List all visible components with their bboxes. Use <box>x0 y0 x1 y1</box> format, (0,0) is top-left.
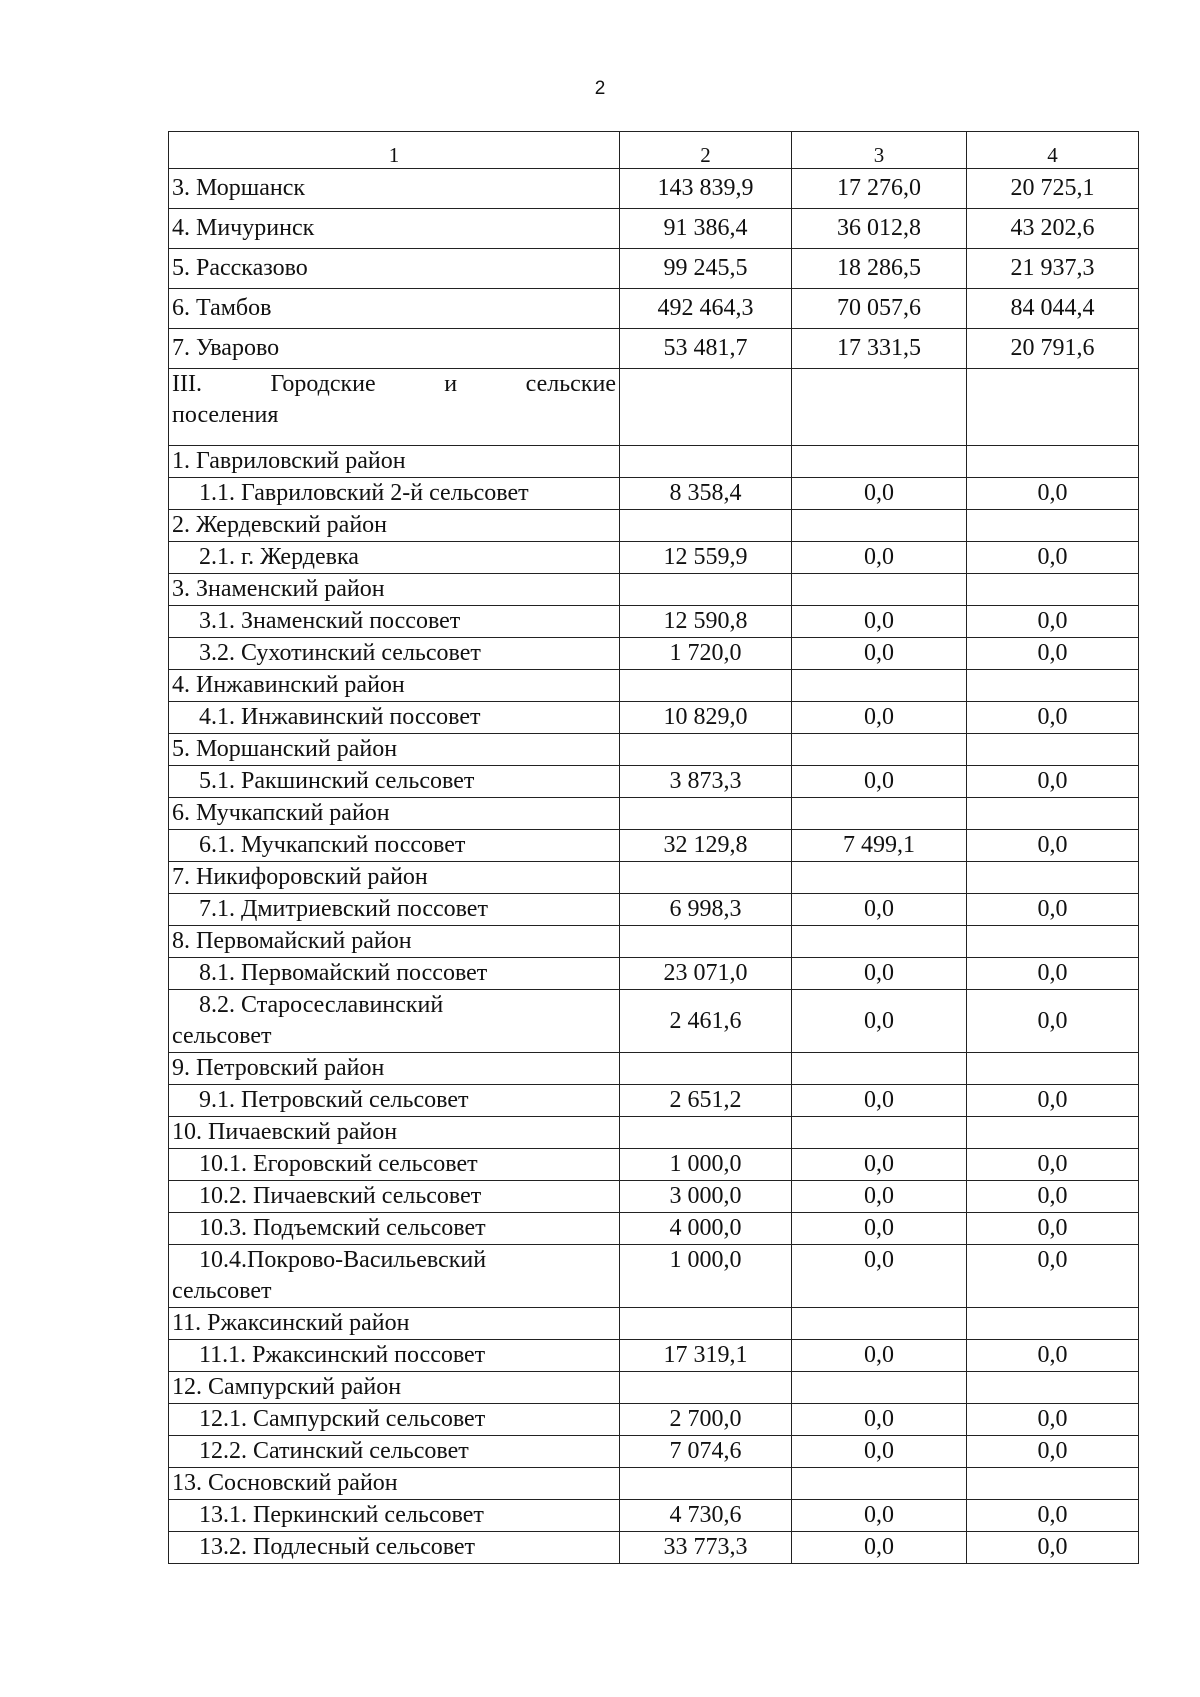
row-value-col2: 2 651,2 <box>620 1085 792 1117</box>
table-row <box>169 830 1139 862</box>
table-row <box>169 1117 1139 1149</box>
row-value-col3: 7 499,1 <box>792 830 967 862</box>
row-value-col2: 12 559,9 <box>620 542 792 574</box>
row-value-col2 <box>620 1117 792 1149</box>
row-value-col2: 492 464,3 <box>620 289 792 329</box>
row-value-col3: 0,0 <box>792 542 967 574</box>
row-value-col4: 20 791,6 <box>967 329 1139 369</box>
table-row <box>169 510 1139 542</box>
table-row <box>169 926 1139 958</box>
row-value-col3: 0,0 <box>792 1085 967 1117</box>
row-value-col4: 0,0 <box>967 1436 1139 1468</box>
row-value-col2 <box>620 1468 792 1500</box>
row-value-col3: 0,0 <box>792 702 967 734</box>
table-row <box>169 1149 1139 1181</box>
row-value-col2: 23 071,0 <box>620 958 792 990</box>
row-value-col3: 0,0 <box>792 1181 967 1213</box>
row-name: 5. Рассказово <box>169 249 620 289</box>
row-value-col2 <box>620 926 792 958</box>
settlement-name: 6.1. Мучкапский поссовет <box>169 830 620 862</box>
row-value-col2: 2 700,0 <box>620 1404 792 1436</box>
row-value-col4 <box>967 926 1139 958</box>
table-row <box>169 798 1139 830</box>
row-value-col3: 0,0 <box>792 638 967 670</box>
row-value-col3: 0,0 <box>792 1340 967 1372</box>
row-name-line2: сельсовет <box>172 1023 272 1049</box>
row-value-col4: 0,0 <box>967 1149 1139 1181</box>
row-value-col2: 1 000,0 <box>620 1245 792 1308</box>
row-value-col3: 18 286,5 <box>792 249 967 289</box>
row-value-col2: 10 829,0 <box>620 702 792 734</box>
district-name: 11. Ржаксинский район <box>169 1308 620 1340</box>
row-value-col4: 0,0 <box>967 1213 1139 1245</box>
row-value-col2: 143 839,9 <box>620 169 792 209</box>
settlement-name: 8.1. Первомайский поссовет <box>169 958 620 990</box>
settlement-name: 1.1. Гавриловский 2-й сельсовет <box>169 478 620 510</box>
settlement-name: 2.1. г. Жердевка <box>169 542 620 574</box>
table-row <box>169 1245 1139 1308</box>
table-row <box>169 702 1139 734</box>
row-value-col4: 0,0 <box>967 894 1139 926</box>
table-row <box>169 734 1139 766</box>
row-value-col3 <box>792 734 967 766</box>
row-name <box>169 1245 620 1308</box>
table-row <box>169 289 1139 329</box>
section-heading-row <box>169 369 1139 446</box>
row-value-col4 <box>967 1372 1139 1404</box>
row-value-col4: 0,0 <box>967 702 1139 734</box>
table-row <box>169 574 1139 606</box>
row-name: 7. Уварово <box>169 329 620 369</box>
settlement-name: 5.1. Ракшинский сельсовет <box>169 766 620 798</box>
row-value-col3: 36 012,8 <box>792 209 967 249</box>
district-name: 10. Пичаевский район <box>169 1117 620 1149</box>
district-name: 1. Гавриловский район <box>169 446 620 478</box>
row-name: 4. Мичуринск <box>169 209 620 249</box>
row-value-col2: 2 461,6 <box>620 990 792 1053</box>
row-value-col4: 0,0 <box>967 1245 1139 1308</box>
row-value-col4 <box>967 798 1139 830</box>
row-name-line2: сельсовет <box>172 1278 272 1304</box>
table-row <box>169 1340 1139 1372</box>
table-row <box>169 1181 1139 1213</box>
row-value-col2 <box>620 446 792 478</box>
row-value-col3 <box>792 670 967 702</box>
row-value-col4 <box>967 1308 1139 1340</box>
row-value-col2 <box>620 574 792 606</box>
district-name: 7. Никифоровский район <box>169 862 620 894</box>
row-value-col4: 0,0 <box>967 606 1139 638</box>
settlement-name: 10.3. Подъемский сельсовет <box>169 1213 620 1245</box>
table-row <box>169 1532 1139 1564</box>
settlement-name: 13.2. Подлесный сельсовет <box>169 1532 620 1564</box>
table-row <box>169 1500 1139 1532</box>
row-value-col2: 33 773,3 <box>620 1532 792 1564</box>
settlement-rows <box>169 446 1139 1564</box>
row-value-col2: 1 000,0 <box>620 1149 792 1181</box>
row-value-col2 <box>620 734 792 766</box>
row-value-col4: 0,0 <box>967 1085 1139 1117</box>
empty-cell <box>967 369 1139 446</box>
row-value-col2 <box>620 798 792 830</box>
table-row <box>169 1372 1139 1404</box>
row-value-col2: 1 720,0 <box>620 638 792 670</box>
row-value-col2: 4 730,6 <box>620 1500 792 1532</box>
settlement-name: 13.1. Перкинский сельсовет <box>169 1500 620 1532</box>
row-value-col3: 17 276,0 <box>792 169 967 209</box>
table-row <box>169 169 1139 209</box>
district-name: 6. Мучкапский район <box>169 798 620 830</box>
table-row <box>169 606 1139 638</box>
row-value-col3: 0,0 <box>792 606 967 638</box>
table-row <box>169 862 1139 894</box>
row-value-col3: 0,0 <box>792 766 967 798</box>
row-value-col3 <box>792 1053 967 1085</box>
empty-cell <box>792 369 967 446</box>
row-value-col4: 0,0 <box>967 1181 1139 1213</box>
table-row <box>169 1468 1139 1500</box>
header-col-3: 3 <box>792 132 967 169</box>
row-value-col4: 0,0 <box>967 990 1139 1053</box>
row-value-col2: 3 873,3 <box>620 766 792 798</box>
row-value-col4: 0,0 <box>967 478 1139 510</box>
row-value-col2 <box>620 1308 792 1340</box>
empty-cell <box>620 369 792 446</box>
row-value-col3: 0,0 <box>792 1404 967 1436</box>
row-value-col2: 12 590,8 <box>620 606 792 638</box>
row-value-col2: 53 481,7 <box>620 329 792 369</box>
table-row <box>169 1404 1139 1436</box>
district-name: 8. Первомайский район <box>169 926 620 958</box>
row-value-col3: 0,0 <box>792 1436 967 1468</box>
section-heading-line1: III. Городские и сельские <box>172 371 616 397</box>
table-row <box>169 1053 1139 1085</box>
header-col-1: 1 <box>169 132 620 169</box>
row-value-col2 <box>620 862 792 894</box>
row-value-col3: 0,0 <box>792 1149 967 1181</box>
row-value-col3 <box>792 446 967 478</box>
row-value-col4: 0,0 <box>967 1404 1139 1436</box>
settlement-name: 12.1. Сампурский сельсовет <box>169 1404 620 1436</box>
row-value-col2 <box>620 510 792 542</box>
page-number: 2 <box>594 78 606 99</box>
row-value-col3: 0,0 <box>792 1213 967 1245</box>
table-row <box>169 1085 1139 1117</box>
row-value-col3: 17 331,5 <box>792 329 967 369</box>
row-value-col2: 7 074,6 <box>620 1436 792 1468</box>
table-row <box>169 1436 1139 1468</box>
row-value-col4: 20 725,1 <box>967 169 1139 209</box>
district-name: 13. Сосновский район <box>169 1468 620 1500</box>
table-row <box>169 1213 1139 1245</box>
row-value-col3: 0,0 <box>792 894 967 926</box>
row-value-col4: 0,0 <box>967 766 1139 798</box>
settlement-name: 9.1. Петровский сельсовет <box>169 1085 620 1117</box>
row-value-col4: 21 937,3 <box>967 249 1139 289</box>
table-row <box>169 766 1139 798</box>
row-value-col4 <box>967 734 1139 766</box>
table-header-row <box>169 132 1139 169</box>
settlement-name: 11.1. Ржаксинский поссовет <box>169 1340 620 1372</box>
district-name: 4. Инжавинский район <box>169 670 620 702</box>
district-name: 3. Знаменский район <box>169 574 620 606</box>
row-value-col4 <box>967 670 1139 702</box>
table-row <box>169 1308 1139 1340</box>
table-row <box>169 209 1139 249</box>
district-name: 2. Жердевский район <box>169 510 620 542</box>
settlement-name: 3.1. Знаменский поссовет <box>169 606 620 638</box>
row-value-col4: 84 044,4 <box>967 289 1139 329</box>
row-value-col4 <box>967 1053 1139 1085</box>
row-name <box>169 990 620 1053</box>
row-value-col2: 17 319,1 <box>620 1340 792 1372</box>
row-value-col3: 0,0 <box>792 990 967 1053</box>
row-value-col3 <box>792 1117 967 1149</box>
row-value-col4 <box>967 574 1139 606</box>
row-value-col2 <box>620 1053 792 1085</box>
budget-table <box>168 131 1139 1564</box>
row-value-col2 <box>620 1372 792 1404</box>
row-value-col4: 43 202,6 <box>967 209 1139 249</box>
table-row <box>169 478 1139 510</box>
row-value-col3: 0,0 <box>792 958 967 990</box>
settlement-name: 7.1. Дмитриевский поссовет <box>169 894 620 926</box>
row-name: 3. Моршанск <box>169 169 620 209</box>
table-row <box>169 446 1139 478</box>
row-value-col3: 0,0 <box>792 478 967 510</box>
row-value-col4: 0,0 <box>967 958 1139 990</box>
row-value-col3 <box>792 510 967 542</box>
row-value-col2: 32 129,8 <box>620 830 792 862</box>
section-heading-line2: поселения <box>172 402 279 428</box>
row-value-col3: 70 057,6 <box>792 289 967 329</box>
row-value-col3 <box>792 862 967 894</box>
settlement-name: 10.1. Егоровский сельсовет <box>169 1149 620 1181</box>
row-value-col3 <box>792 798 967 830</box>
row-value-col3 <box>792 574 967 606</box>
row-value-col3: 0,0 <box>792 1245 967 1308</box>
settlement-name: 3.2. Сухотинский сельсовет <box>169 638 620 670</box>
table-row <box>169 638 1139 670</box>
table-row <box>169 670 1139 702</box>
row-value-col4 <box>967 1468 1139 1500</box>
settlement-name: 4.1. Инжавинский поссовет <box>169 702 620 734</box>
settlement-name: 10.2. Пичаевский сельсовет <box>169 1181 620 1213</box>
district-name: 9. Петровский район <box>169 1053 620 1085</box>
row-value-col4: 0,0 <box>967 1532 1139 1564</box>
table-row <box>169 542 1139 574</box>
settlement-name: 12.2. Сатинский сельсовет <box>169 1436 620 1468</box>
row-value-col2: 6 998,3 <box>620 894 792 926</box>
row-value-col4 <box>967 446 1139 478</box>
row-value-col3 <box>792 1468 967 1500</box>
row-value-col2: 8 358,4 <box>620 478 792 510</box>
row-value-col2: 91 386,4 <box>620 209 792 249</box>
table-row <box>169 894 1139 926</box>
row-value-col2: 4 000,0 <box>620 1213 792 1245</box>
row-value-col4 <box>967 510 1139 542</box>
row-value-col3: 0,0 <box>792 1500 967 1532</box>
table-row <box>169 329 1139 369</box>
row-value-col4: 0,0 <box>967 1340 1139 1372</box>
district-name: 5. Моршанский район <box>169 734 620 766</box>
row-value-col4: 0,0 <box>967 542 1139 574</box>
header-col-2: 2 <box>620 132 792 169</box>
row-value-col3 <box>792 1308 967 1340</box>
row-name-line1: 10.4.Покрово-Васильевский <box>199 1247 487 1273</box>
row-name: 6. Тамбов <box>169 289 620 329</box>
row-value-col4: 0,0 <box>967 830 1139 862</box>
row-value-col4: 0,0 <box>967 1500 1139 1532</box>
section-heading <box>169 369 620 446</box>
row-value-col3 <box>792 926 967 958</box>
row-value-col4 <box>967 1117 1139 1149</box>
row-name-line1: 8.2. Старосеславинский <box>199 992 444 1018</box>
header-col-4: 4 <box>967 132 1139 169</box>
row-value-col2: 3 000,0 <box>620 1181 792 1213</box>
table-row <box>169 249 1139 289</box>
row-value-col4: 0,0 <box>967 638 1139 670</box>
row-value-col3: 0,0 <box>792 1532 967 1564</box>
row-value-col2 <box>620 670 792 702</box>
table-row <box>169 958 1139 990</box>
row-value-col2: 99 245,5 <box>620 249 792 289</box>
table-row <box>169 990 1139 1053</box>
district-name: 12. Сампурский район <box>169 1372 620 1404</box>
row-value-col4 <box>967 862 1139 894</box>
row-value-col3 <box>792 1372 967 1404</box>
